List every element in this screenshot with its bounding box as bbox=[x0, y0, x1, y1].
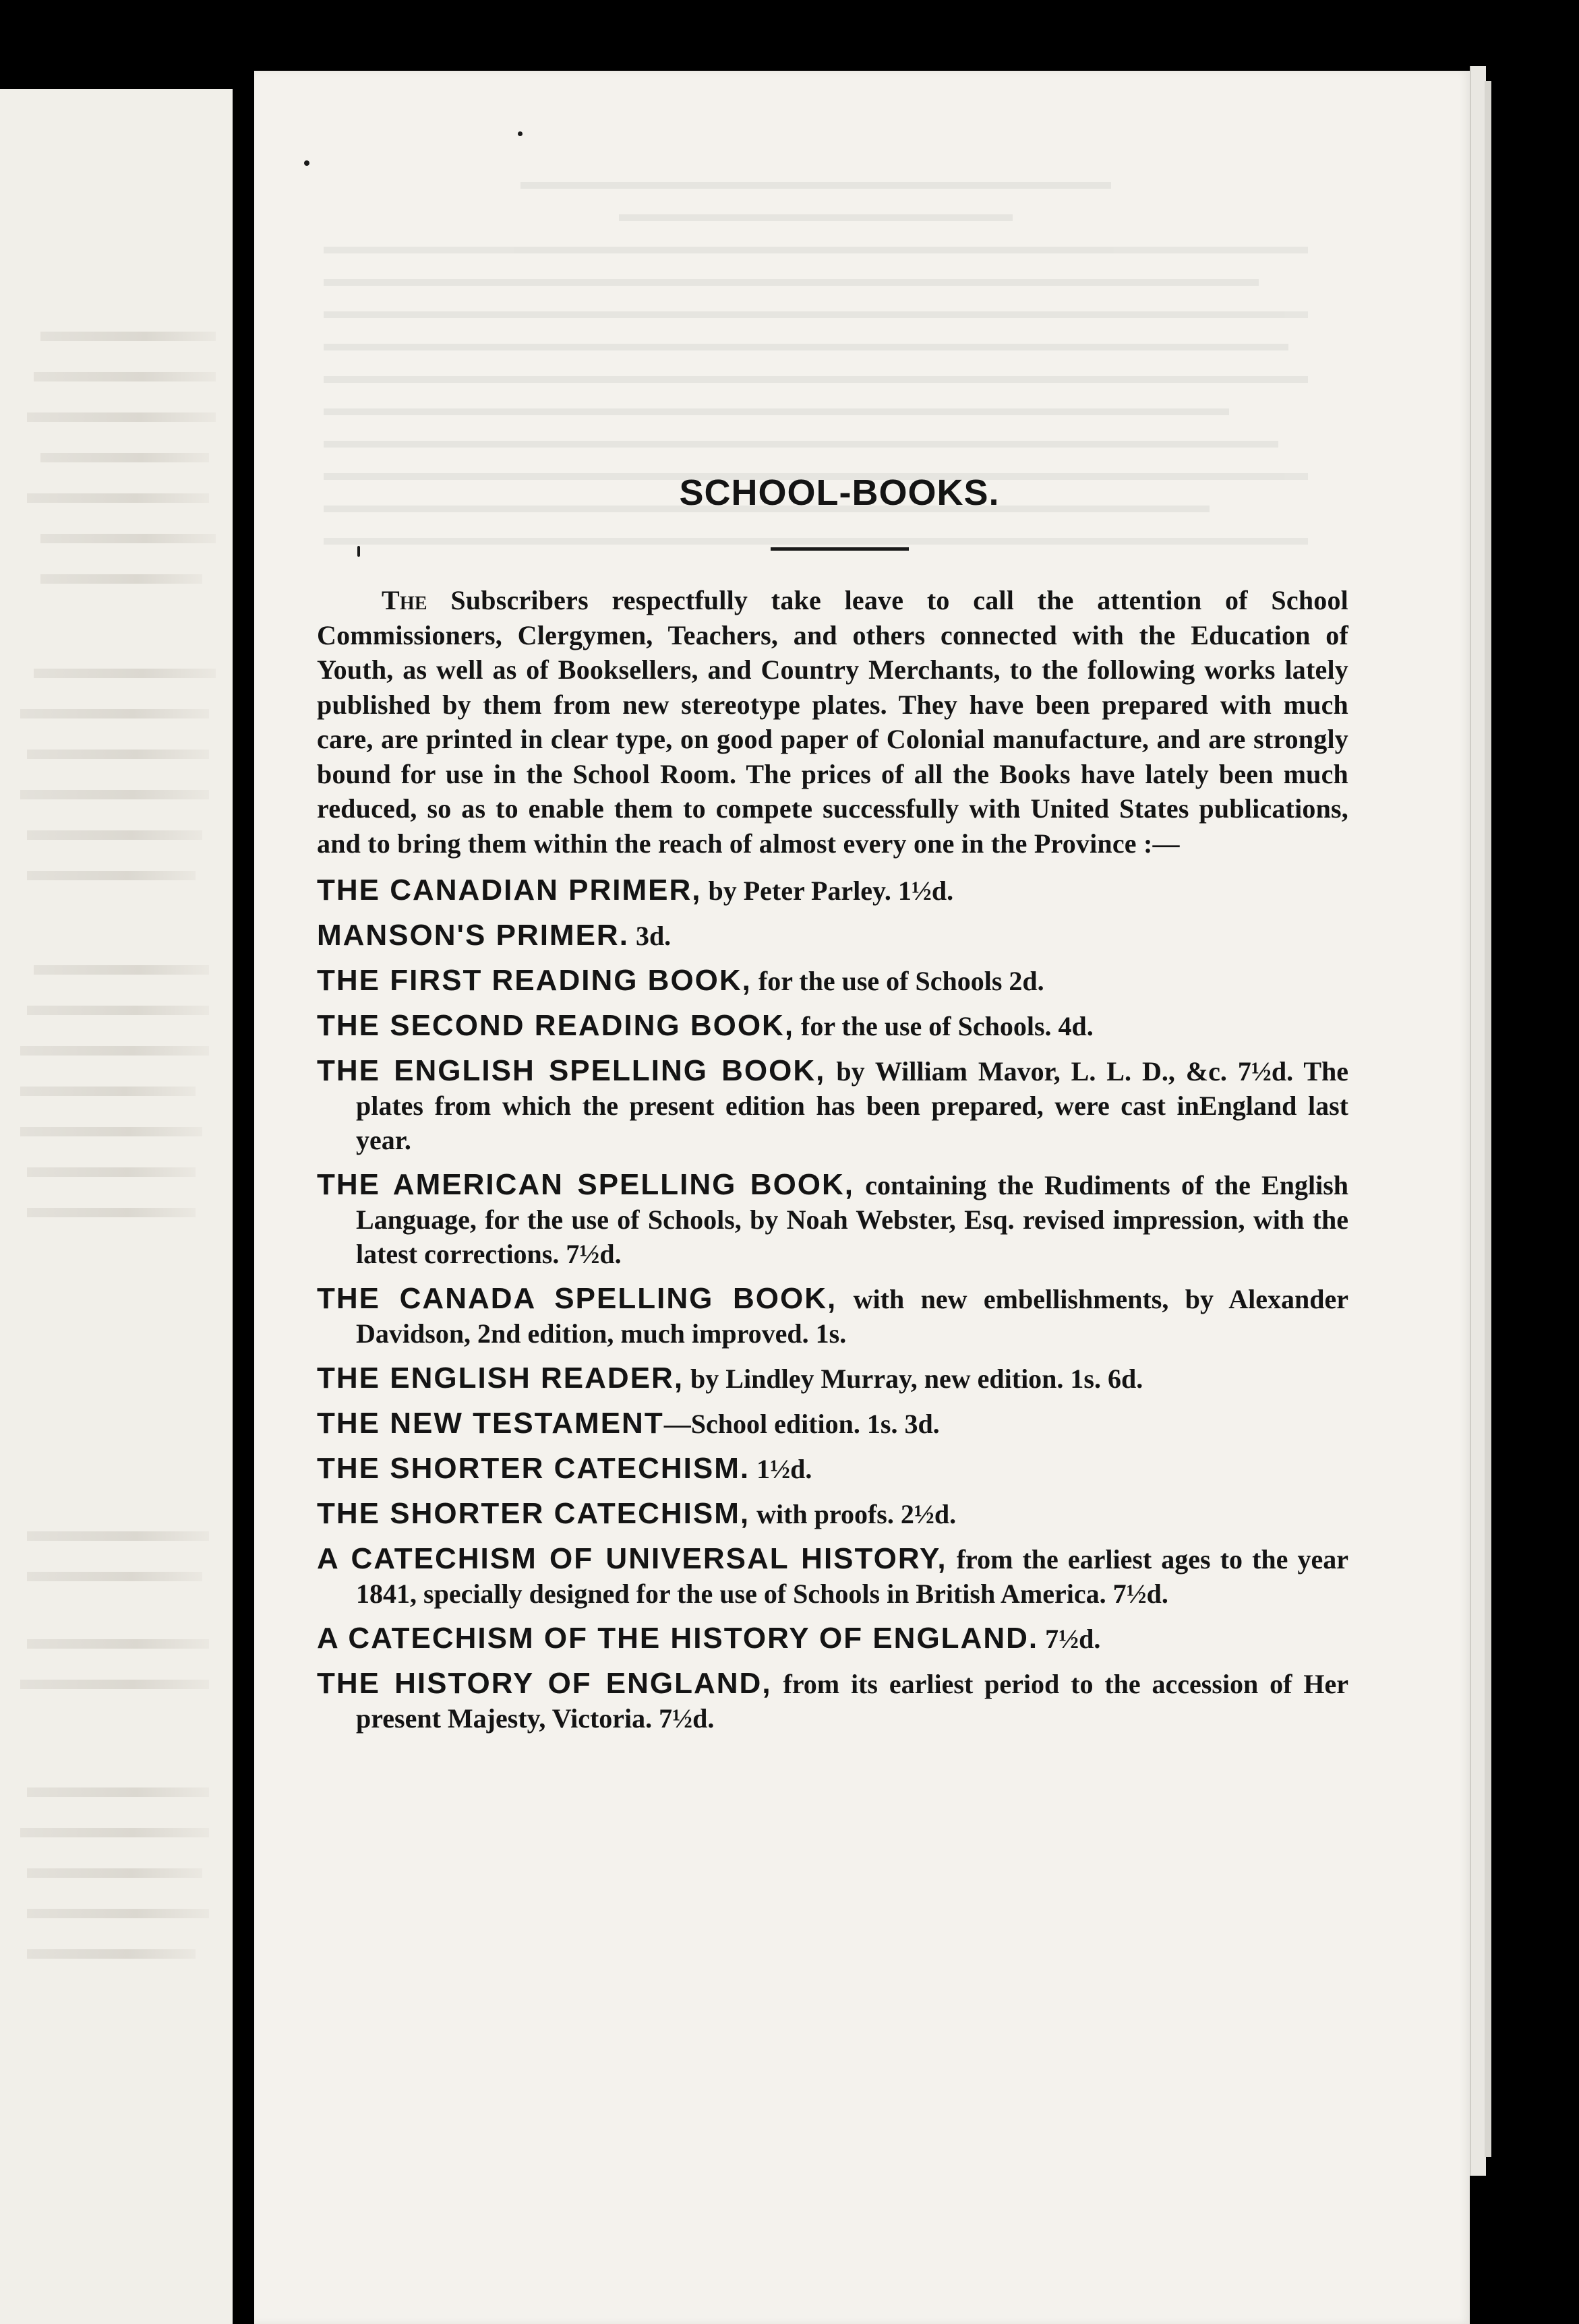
book-details: by Lindley Murray, new edition. 1s. 6d. bbox=[684, 1364, 1143, 1394]
book-entry bbox=[317, 1406, 1348, 1441]
book-details: for the use of Schools. 4d. bbox=[794, 1011, 1094, 1041]
book-title: THE NEW TESTAMENT bbox=[317, 1407, 664, 1440]
book-title: A CATECHISM OF UNIVERSAL HISTORY, bbox=[317, 1542, 947, 1575]
book-entry bbox=[317, 1666, 1348, 1736]
book-title: THE ENGLISH READER, bbox=[317, 1362, 684, 1395]
book-details: with new embellishments, by Alexander Davidson, 2nd edition, much improved. 1s. bbox=[356, 1284, 1348, 1349]
book-entry bbox=[317, 1451, 1348, 1486]
book-entry bbox=[317, 1008, 1348, 1043]
page-content bbox=[317, 472, 1348, 1746]
book-details: 7½d. bbox=[1038, 1624, 1101, 1654]
book-title: THE ENGLISH SPELLING BOOK, bbox=[317, 1054, 826, 1087]
book-title: MANSON'S PRIMER. bbox=[317, 919, 629, 952]
book-entry bbox=[317, 1167, 1348, 1271]
book-title: THE AMERICAN SPELLING BOOK, bbox=[317, 1168, 855, 1201]
book-entry bbox=[317, 963, 1348, 998]
book-entry bbox=[317, 1496, 1348, 1531]
book-details: 3d. bbox=[628, 921, 672, 951]
book-list bbox=[317, 873, 1348, 1736]
book-details: by William Mavor, L. L. D., &c. 7½d. The plates from which the present edition has been prepared, were cast inEngland last year. bbox=[356, 1056, 1348, 1155]
title-rule bbox=[771, 547, 909, 551]
page-title: SCHOOL-BOOKS. bbox=[679, 472, 1000, 513]
book-entry bbox=[317, 1053, 1348, 1157]
book-entry bbox=[317, 873, 1348, 908]
book-entry bbox=[317, 918, 1348, 953]
page-edge bbox=[1470, 66, 1486, 2176]
book-title: THE FIRST READING BOOK, bbox=[317, 964, 752, 997]
book-entry bbox=[317, 1361, 1348, 1396]
ink-speck bbox=[518, 131, 523, 136]
ink-speck bbox=[304, 160, 309, 166]
book-entry bbox=[317, 1281, 1348, 1351]
intro-lead: The bbox=[382, 585, 427, 615]
book-details: with proofs. 2½d. bbox=[750, 1499, 957, 1529]
book-details: from the earliest ages to the year 1841, specially designed for the use of Schools in British America. 7½d. bbox=[356, 1544, 1348, 1609]
book-title: THE SECOND READING BOOK, bbox=[317, 1009, 795, 1042]
book-title: THE CANADIAN PRIMER, bbox=[317, 874, 702, 907]
book-entry bbox=[317, 1621, 1348, 1656]
book-title: THE HISTORY OF ENGLAND, bbox=[317, 1667, 772, 1700]
page-edge-shadow bbox=[1485, 81, 1491, 2157]
intro-paragraph bbox=[317, 583, 1348, 861]
book-entry bbox=[317, 1541, 1348, 1611]
book-title: THE SHORTER CATECHISM. bbox=[317, 1452, 750, 1485]
book-details: 1½d. bbox=[750, 1454, 812, 1484]
book-title: THE SHORTER CATECHISM, bbox=[317, 1497, 750, 1530]
book-details: containing the Rudiments of the English Language, for the use of Schools, by Noah Webster, Esq. revised impression, with the latest corrections. 7½d. bbox=[356, 1170, 1349, 1269]
adjacent-page-fragment bbox=[0, 89, 233, 2324]
book-details: by Peter Parley. 1½d. bbox=[701, 876, 954, 906]
book-title: A CATECHISM OF THE HISTORY OF ENGLAND. bbox=[317, 1622, 1039, 1655]
intro-text: Subscribers respectfully take leave to call the attention of School Commissioners, Clergymen, Teachers, and others connected with the Education of Youth, as well as of Booksellers, and Country Merchants, to the following works lately published by them from new stereotype plates. They have been prepared with much care, are printed in clear type, on good paper of Colonial manufacture, and are strongly bound for use in the School Room. The prices of all the Books have lately been much reduced, so as to enable them to compete successfully with United States publications, and to bring them within the reach of almost every one in the Province :— bbox=[317, 585, 1348, 859]
book-title: THE CANADA SPELLING BOOK, bbox=[317, 1282, 837, 1315]
book-details: for the use of Schools 2d. bbox=[751, 966, 1044, 996]
book-details: —School edition. 1s. 3d. bbox=[663, 1409, 940, 1439]
book-details: from its earliest period to the accession of Her present Majesty, Victoria. 7½d. bbox=[356, 1669, 1349, 1734]
